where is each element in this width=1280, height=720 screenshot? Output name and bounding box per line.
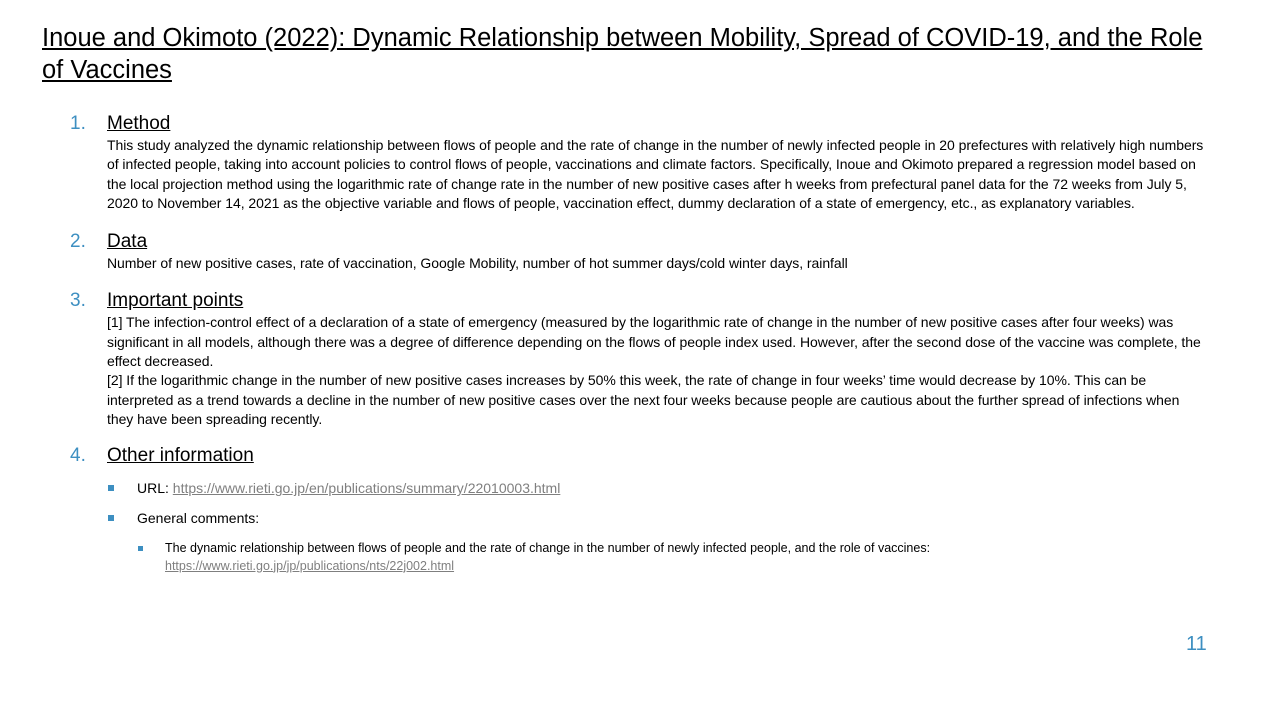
- comment-link[interactable]: https://www.rieti.go.jp/jp/publications/nts/22j002.html: [165, 558, 455, 573]
- url-item: [137, 479, 1207, 498]
- section-heading: Important points: [107, 290, 244, 312]
- section-number: 1.: [70, 113, 86, 134]
- section-method: [70, 112, 1207, 213]
- square-bullet-icon: [108, 485, 114, 491]
- section-number: 4.: [70, 445, 86, 467]
- section-body: This study analyzed the dynamic relationship between flows of people and the rate of change in the number of newly infected people in 20 prefectures with relatively high numbers of infected people, taking into account policies to control flows of people, vaccinations and climate factors. Specifically, Inoue and Okimoto prepared a regression model based on the local projection method using the logarithmic rate of change rate in the number of new positive cases after h weeks from prefectural panel data for the 72 weeks from July 5, 2020 to November 14, 2021 as the objective variable and flows of people, vaccination effect, dummy declaration of a state of emergency, etc., as explanatory variables.: [107, 137, 1204, 211]
- slide-title: Inoue and Okimoto (2022): Dynamic Relationship between Mobility, Spread of COVID-19, and the Role of Vaccines: [42, 24, 1203, 84]
- section-data: [70, 230, 1207, 273]
- section-number: 3.: [70, 290, 86, 312]
- url-link[interactable]: https://www.rieti.go.jp/en/publications/summary/22010003.html: [172, 480, 561, 497]
- point-1: [1] The infection-control effect of a declaration of a state of emergency (measured by the logarithmic rate of change in the number of new positive cases after four weeks) was significant in all models, although there was a degree of difference depending on the flows of people index used. However, after the second dose of the vaccine was complete, the effect decreased.: [107, 314, 1201, 370]
- general-comments-item: [137, 509, 1207, 528]
- url-label: URL:: [137, 480, 173, 497]
- general-comments-label: General comments:: [137, 510, 260, 527]
- sections-list: [0, 112, 1280, 575]
- section-important-points: [70, 289, 1207, 429]
- page-number: 11: [1186, 633, 1207, 655]
- square-bullet-icon: [108, 515, 114, 521]
- point-2: [2] If the logarithmic change in the number of new positive cases increases by 50% this week, the rate of change in four weeks’ time would decrease by 10%. This can be interpreted as a trend towards a decline in the number of new positive cases over the next four weeks because people are cautious about the further spread of infections when they have been spreading recently.: [107, 372, 1180, 427]
- section-body: Number of new positive cases, rate of vaccination, Google Mobility, number of hot summer days/cold winter days, rainfall: [107, 255, 848, 272]
- comment-text: The dynamic relationship between flows of people and the rate of change in the number of newly infected people, and the role of vaccines:: [165, 541, 931, 556]
- comment-sub-item: [165, 540, 1165, 575]
- section-other-information: [70, 444, 1207, 575]
- section-heading: Method: [107, 113, 171, 134]
- section-heading: Other information: [107, 445, 254, 467]
- square-bullet-icon: [138, 546, 143, 551]
- section-heading: Data: [107, 231, 148, 253]
- section-number: 2.: [70, 231, 86, 253]
